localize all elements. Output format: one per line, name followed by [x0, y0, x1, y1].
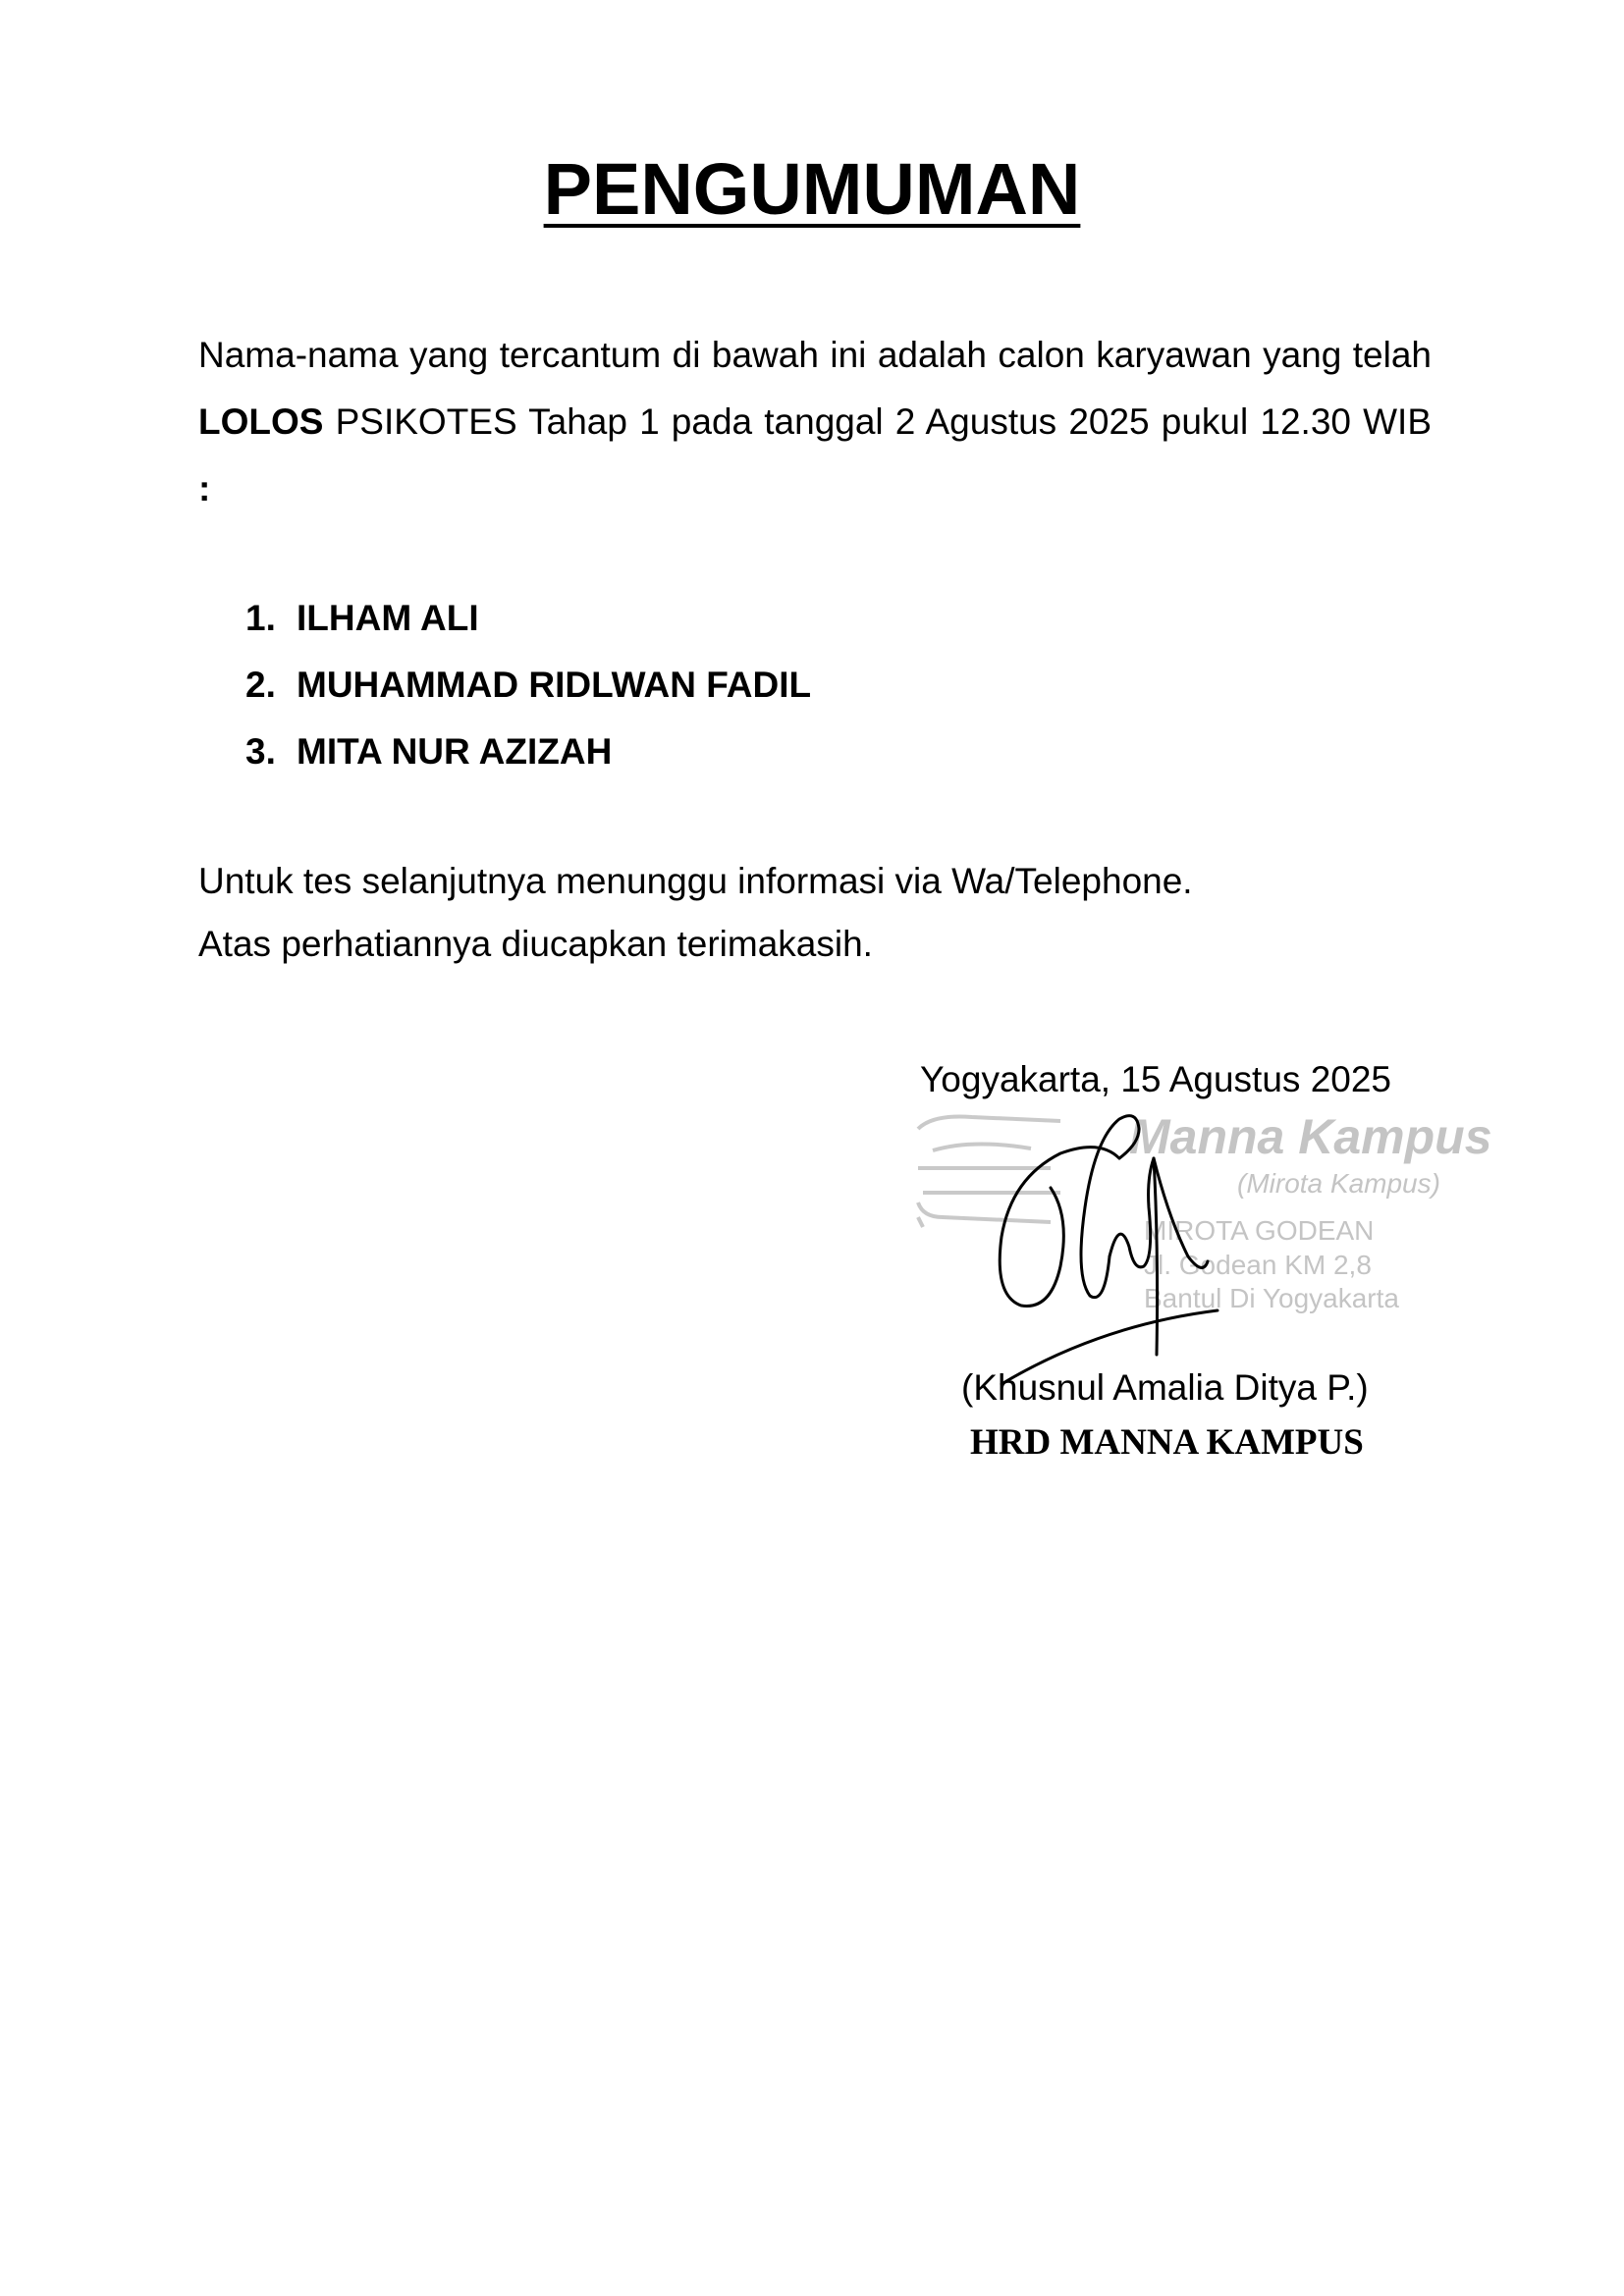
stamp-line-3: Bantul Di Yogyakarta	[1144, 1283, 1399, 1313]
intro-text-part2: PSIKOTES Tahap 1 pada tanggal 2 Agustus 2025 pukul 12.30 WIB	[323, 401, 1432, 442]
signature	[982, 1099, 1237, 1394]
page-title	[0, 147, 1624, 231]
list-item	[245, 652, 811, 719]
signer-title: HRD MANNA KAMPUS	[970, 1422, 1364, 1463]
stamp-line-1: MIROTA GODEAN	[1144, 1215, 1375, 1246]
closing-text	[198, 850, 1193, 976]
closing-line-info: Untuk tes selanjutnya menunggu informasi via Wa/Telephone.	[198, 861, 1193, 901]
list-item	[245, 585, 811, 652]
list-item-name: MUHAMMAD RIDLWAN FADIL	[297, 665, 812, 705]
stamp-brand: Manna Kampus	[1129, 1109, 1492, 1164]
intro-colon: :	[198, 468, 211, 508]
place-date: Yogyakarta, 15 Agustus 2025	[920, 1059, 1392, 1099]
signer-name: (Khusnul Amalia Ditya P.)	[961, 1367, 1369, 1408]
list-item-name: ILHAM ALI	[297, 598, 479, 638]
list-item-name: MITA NUR AZIZAH	[297, 731, 613, 772]
list-item-number: 3.	[245, 731, 276, 772]
intro-bold-lolos: LOLOS	[198, 401, 324, 442]
candidate-list	[245, 585, 811, 785]
closing-line-thanks: Atas perhatiannya diucapkan terimakasih.	[198, 924, 873, 964]
list-item	[245, 719, 811, 785]
stamp-subtitle: (Mirota Kampus)	[1237, 1168, 1440, 1199]
stamp-line-2: Jl. Godean KM 2,8	[1144, 1250, 1372, 1280]
intro-paragraph	[198, 322, 1432, 522]
list-item-number: 1.	[245, 598, 276, 638]
list-item-number: 2.	[245, 665, 276, 705]
intro-text-part1: Nama-nama yang tercantum di bawah ini adalah calon karyawan yang telah	[198, 335, 1432, 375]
title-text: PENGUMUMAN	[543, 148, 1081, 230]
